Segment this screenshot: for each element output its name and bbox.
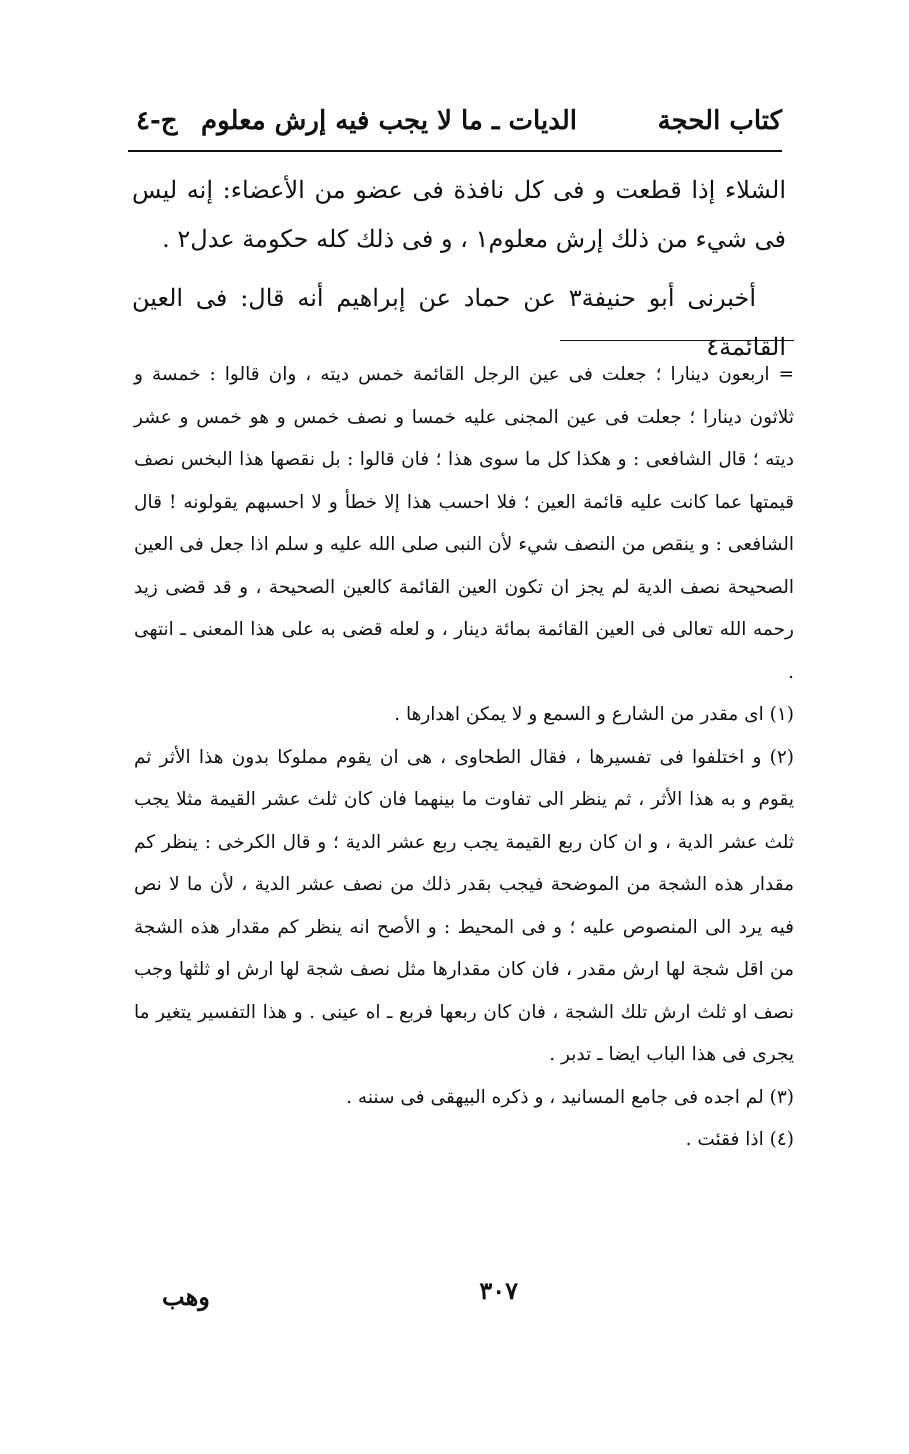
volume-label: ج-٤ <box>136 106 178 136</box>
running-header <box>132 100 782 148</box>
page-number: ٣٠٧ <box>479 1276 518 1305</box>
footnote-3: (٣) لم اجده فى جامع المسانيد ، و ذكره البيهقى فى سننه . <box>346 1086 794 1108</box>
printer-signature: وهب <box>162 1282 210 1311</box>
footnotes <box>134 354 794 1162</box>
chapter-title: الديات ـ ما لا يجب فيه إرش معلوم <box>201 106 577 136</box>
footnote-1: (١) اى مقدر من الشارع و السمع و لا يمكن اهدارها . <box>394 704 794 725</box>
footnote-continuation: = اربعون دينارا ؛ جعلت فى عين الرجل القائمة خمس ديته ، وان قالوا : خمسة و ثلاثون دينارا ؛ جعلت فى عين المجنى عليه خمسا و نصف خمس و هو خمس و عشر ديته ؛ قال الشافعى : و هكذا كل ما سوى هذا ؛ فان قالوا : بل نقصها هذا البخس نصف قيمتها عما كانت عليه قائمة العين ؛ فلا احسب هذا إلا خطأ و لا احسبهم يقولونه ! قال الشافعى : و ينقص من النصف شيء لأن النبى صلى الله عليه و سلم اذا جعل فى العين الصحيحة نصف الدية لم يجز ان تكون العين القائمة كالعين الصحيحة ، و قد قضى زيد رحمه الله تعالى فى العين القائمة بمائة دينار ، و لعله قضى به على هذا المعنى ـ انتهى . <box>134 364 794 683</box>
footnote-4: (٤) اذا فقئت . <box>685 1129 794 1150</box>
header-divider <box>128 150 782 152</box>
main-paragraph: الشلاء إذا قطعت و فى كل نافذة فى عضو من الأعضاء: إنه ليس فى شيء من ذلك إرش معلوم١ ، و فى ذلك كله حكومة عدل٢ . <box>132 176 786 253</box>
main-text <box>132 166 786 372</box>
footnote-divider <box>560 340 794 341</box>
book-title: كتاب الحجة <box>657 106 782 136</box>
main-paragraph: أخبرنى أبو حنيفة٣ عن حماد عن إبراهيم أنه قال: فى العين القائمة٤ <box>132 284 786 361</box>
page-footer <box>132 1268 786 1311</box>
footnote-2: (٢) و اختلفوا فى تفسيرها ، فقال الطحاوى ، هى ان يقوم مملوكا بدون هذا الأثر ثم يقوم و به هذا الأثر ، ثم ينظر الى تفاوت ما بينهما فان كان ثلث عشر القيمة مثلا يجب ثلث عشر الدية ، و ان كان ربع القيمة يجب ربع عشر الدية ؛ و قال الكرخى : ينظر كم مقدار هذه الشجة من الموضحة فيجب بقدر ذلك من نصف عشر الدية ، لأن ما لا نص فيه يرد الى المنصوص عليه ؛ و فى المحيط : و الأصح انه ينظر كم مقدار هذه الشجة من اقل شجة لها ارش مقدر ، فان كان مقدارها مثل نصف شجة لها ارش او ثلثها وجب نصف او ثلث ارش تلك الشجة ، فان كان ربعها فربع ـ اه عينى . و هذا التفسير يتغير ما يجرى فى هذا الباب ايضا ـ تدبر . <box>134 746 794 1065</box>
